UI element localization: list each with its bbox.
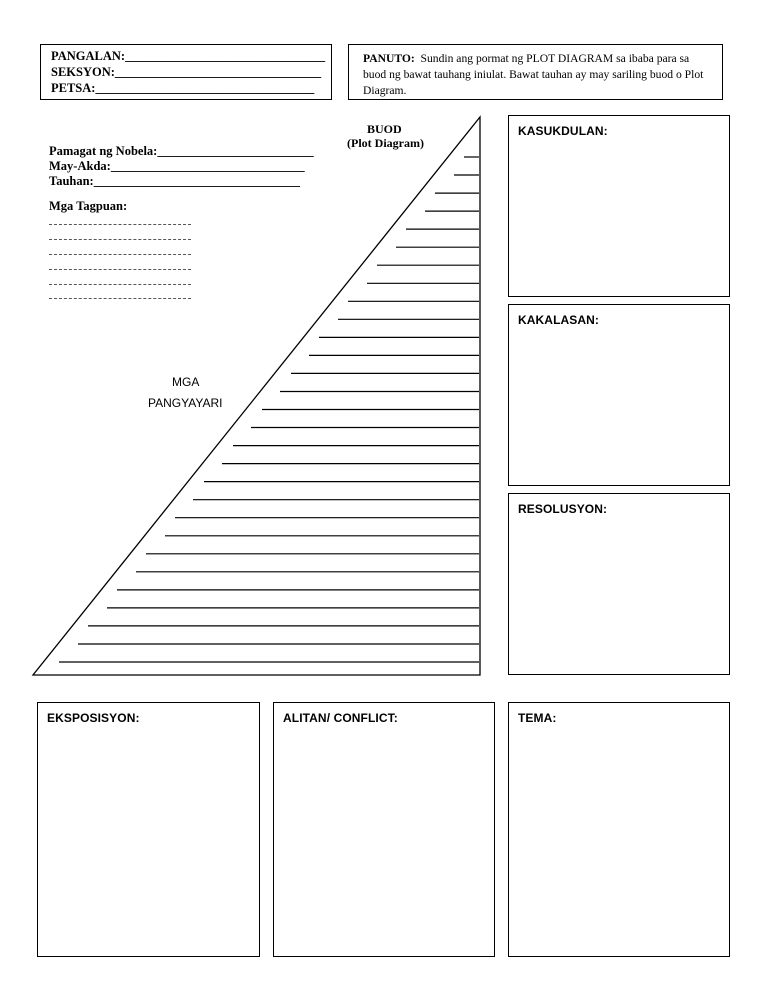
conflict-label: ALITAN/ CONFLICT: [283, 711, 398, 725]
events-label-line2: PANGYAYARI [148, 396, 223, 410]
events-label-line1: MGA [172, 375, 200, 389]
name-label: PANGALAN: [51, 49, 126, 63]
character-blank[interactable]: _________________________________ [93, 174, 300, 188]
exposition-box[interactable] [37, 702, 260, 957]
conflict-box[interactable] [273, 702, 495, 957]
resolution-label: RESOLUSYON: [518, 502, 608, 516]
falling-action-label: KAKALASAN: [518, 313, 599, 327]
author-label: May-Akda: [49, 159, 111, 173]
author-blank[interactable]: _______________________________ [110, 159, 305, 173]
date-blank[interactable]: ___________________________________ [95, 81, 315, 95]
setting-label: Mga Tagpuan: [49, 199, 128, 213]
novel-title-label: Pamagat ng Nobela: [49, 144, 158, 158]
instructions-title: PANUTO: [363, 52, 415, 65]
date-label: PETSA: [51, 81, 96, 95]
climax-box[interactable] [508, 115, 730, 297]
theme-box[interactable] [508, 702, 730, 957]
instructions-text: Sundin ang pormat ng PLOT DIAGRAM sa ibaba para sa buod ng bawat tauhang iniulat. Bawat tauhan ay may sariling buod o Plot Diagram. [363, 52, 704, 97]
section-label: SEKSYON: [51, 65, 115, 79]
theme-label: TEMA: [518, 711, 557, 725]
falling-action-box[interactable] [508, 304, 730, 486]
climax-label: KASUKDULAN: [518, 124, 608, 138]
character-label: Tauhan: [49, 174, 94, 188]
plot-diagram-subtitle: (Plot Diagram) [347, 136, 424, 150]
resolution-box[interactable] [508, 493, 730, 675]
novel-title-blank[interactable]: _________________________ [157, 144, 314, 158]
name-blank[interactable]: ________________________________ [125, 49, 326, 63]
section-blank[interactable]: _________________________________ [114, 65, 322, 79]
exposition-label: EKSPOSISYON: [47, 711, 140, 725]
plot-diagram-title: BUOD [367, 122, 402, 136]
